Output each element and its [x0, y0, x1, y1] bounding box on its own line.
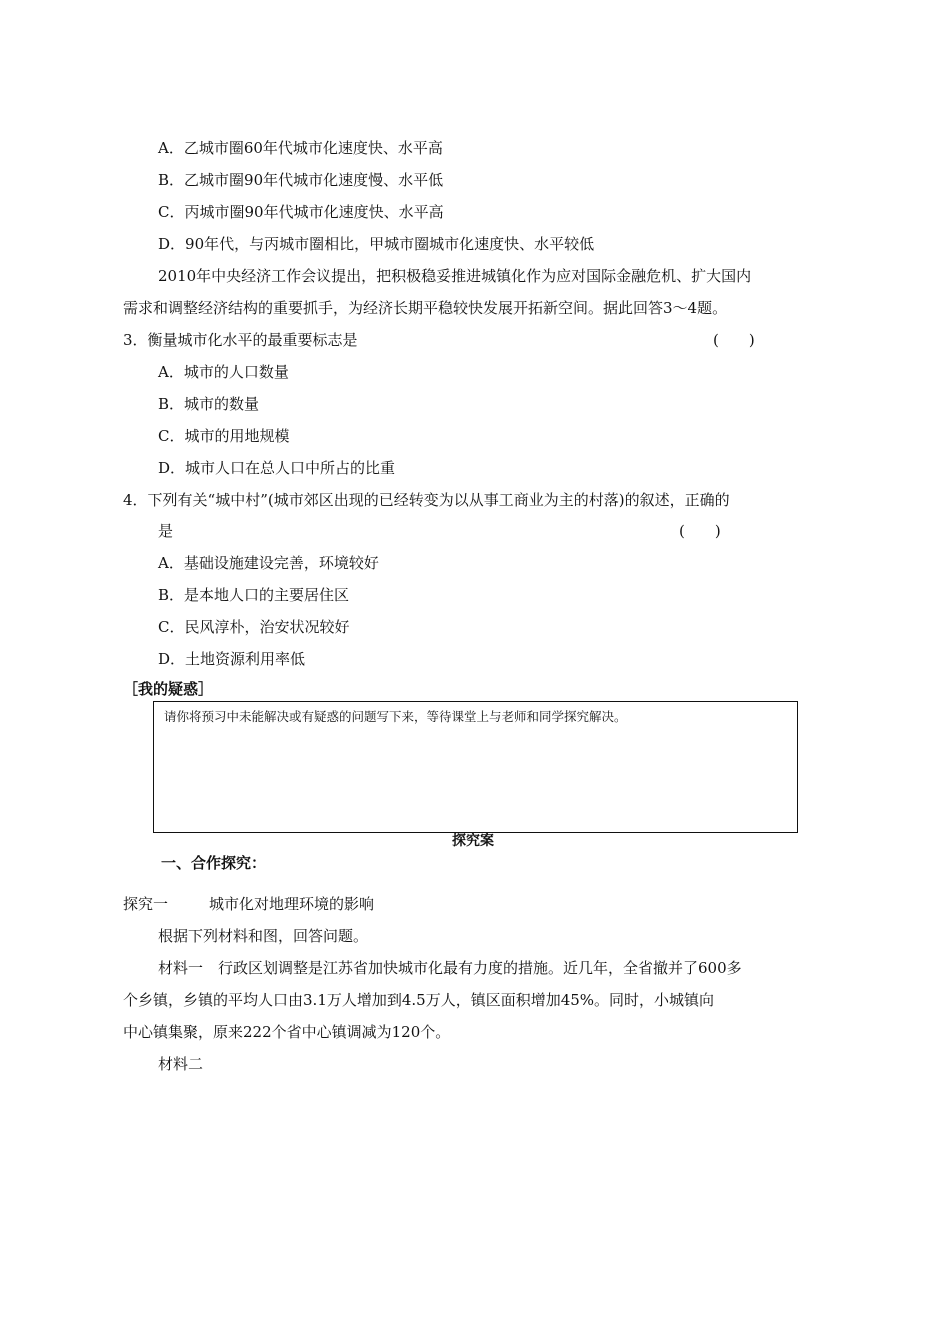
q3-option-b: B．城市的数量 [158, 395, 260, 413]
q4-option-b: B．是本地人口的主要居住区 [158, 586, 350, 604]
q3-answer-paren[interactable]: ( ) [713, 331, 755, 349]
q4-stem-line-1: 4．下列有关“城中村”(城市郊区出现的已经转变为以从事工商业为主的村落)的叙述，正确的 [123, 491, 730, 509]
q2-option-c: C．丙城市圈90年代城市化速度快、水平高 [158, 203, 444, 221]
explore-topic-label: 探究一 [123, 895, 169, 913]
doubt-heading: ［我的疑惑］ [123, 680, 214, 698]
q2-option-b: B．乙城市圈90年代城市化速度慢、水平低 [158, 171, 444, 189]
q3-option-d: D．城市人口在总人口中所占的比重 [158, 459, 396, 477]
intro-paragraph-line-2: 需求和调整经济结构的重要抓手，为经济长期平稳较快发展开拓新空间。据此回答3～4题。 [123, 299, 728, 317]
material-1-line-3: 中心镇集聚，原来222个省中心镇调减为120个。 [123, 1023, 451, 1041]
explore-instruction: 根据下列材料和图，回答问题。 [158, 927, 369, 945]
explore-section-heading: 一、合作探究： [161, 854, 267, 872]
explore-title: 探究案 [452, 833, 494, 849]
q3-stem: 3．衡量城市化水平的最重要标志是 [123, 331, 358, 349]
material-1-line-1: 材料一 行政区划调整是江苏省加快城市化最有力度的措施。近几年，全省撤并了600多 [158, 959, 742, 977]
q4-stem-line-2: 是 [158, 522, 174, 540]
q4-option-a: A．基础设施建设完善，环境较好 [158, 554, 379, 572]
doubt-prompt: 请你将预习中未能解决或有疑惑的问题写下来，等待课堂上与老师和同学探究解决。 [164, 709, 627, 724]
material-2-label: 材料二 [158, 1055, 204, 1073]
q4-option-c: C．民风淳朴，治安状况较好 [158, 618, 350, 636]
q3-option-a: A．城市的人口数量 [158, 363, 289, 381]
q2-option-d: D．90年代，与丙城市圈相比，甲城市圈城市化速度快、水平较低 [158, 235, 595, 253]
q4-option-d: D．土地资源利用率低 [158, 650, 306, 668]
doubt-answer-box[interactable] [153, 701, 798, 833]
q4-answer-paren[interactable]: ( ) [679, 522, 721, 540]
explore-topic-title: 城市化对地理环境的影响 [209, 895, 375, 913]
q2-option-a: A．乙城市圈60年代城市化速度快、水平高 [158, 139, 443, 157]
intro-paragraph-line-1: 2010年中央经济工作会议提出，把积极稳妥推进城镇化作为应对国际金融危机、扩大国内 [158, 267, 752, 285]
material-1-line-2: 个乡镇，乡镇的平均人口由3.1万人增加到4.5万人，镇区面积增加45%。同时，小城镇向 [123, 991, 715, 1009]
q3-option-c: C．城市的用地规模 [158, 427, 290, 445]
